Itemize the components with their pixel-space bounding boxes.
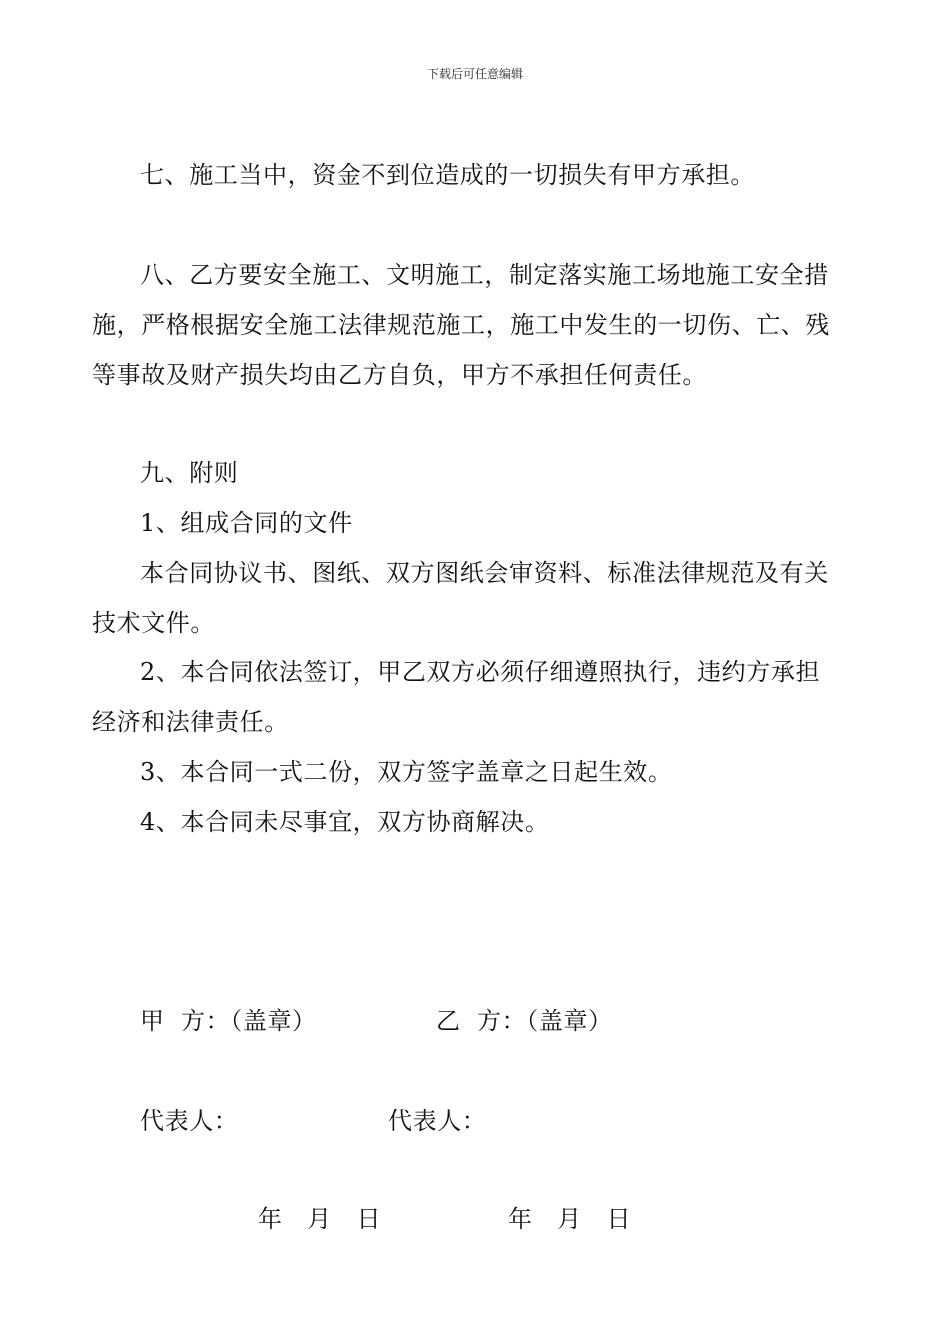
date-a: 年 月 日 (258, 1205, 382, 1233)
page-header-note: 下载后可任意编辑 (426, 67, 523, 81)
clause-7: 七、施工当中，资金不到位造成的一切损失有甲方承担。 (140, 161, 755, 189)
item-1-text-line-2: 技术文件。 (92, 609, 215, 637)
party-a-seal: 甲 方：（盖章） (140, 1007, 317, 1035)
representative-b: 代表人： (388, 1107, 487, 1135)
clause-8-line-3: 等事故及财产损失均由乙方自负，甲方不承担任何责任。 (92, 361, 707, 389)
clause-9-title: 九、附则 (140, 459, 239, 487)
item-2-text-line-1: 2、本合同依法签订，甲乙双方必须仔细遵照执行，违约方承担 (140, 658, 821, 686)
item-4-text: 4、本合同未尽事宜，双方协商解决。 (140, 808, 550, 836)
date-b: 年 月 日 (508, 1205, 632, 1233)
representative-a: 代表人： (140, 1107, 239, 1135)
clause-8-line-1: 八、乙方要安全施工、文明施工，制定落实施工场地施工安全措 (140, 261, 829, 289)
clause-8-line-2: 施，严格根据安全施工法律规范施工，施工中发生的一切伤、亡、残 (92, 311, 830, 339)
item-2-text-line-2: 经济和法律责任。 (92, 708, 289, 736)
party-b-seal: 乙 方：（盖章） (436, 1007, 613, 1035)
item-1-title: 1、组成合同的文件 (140, 509, 353, 537)
item-3-text: 3、本合同一式二份，双方签字盖章之日起生效。 (140, 758, 673, 786)
item-1-text-line-1: 本合同协议书、图纸、双方图纸会审资料、标准法律规范及有关 (140, 559, 829, 587)
